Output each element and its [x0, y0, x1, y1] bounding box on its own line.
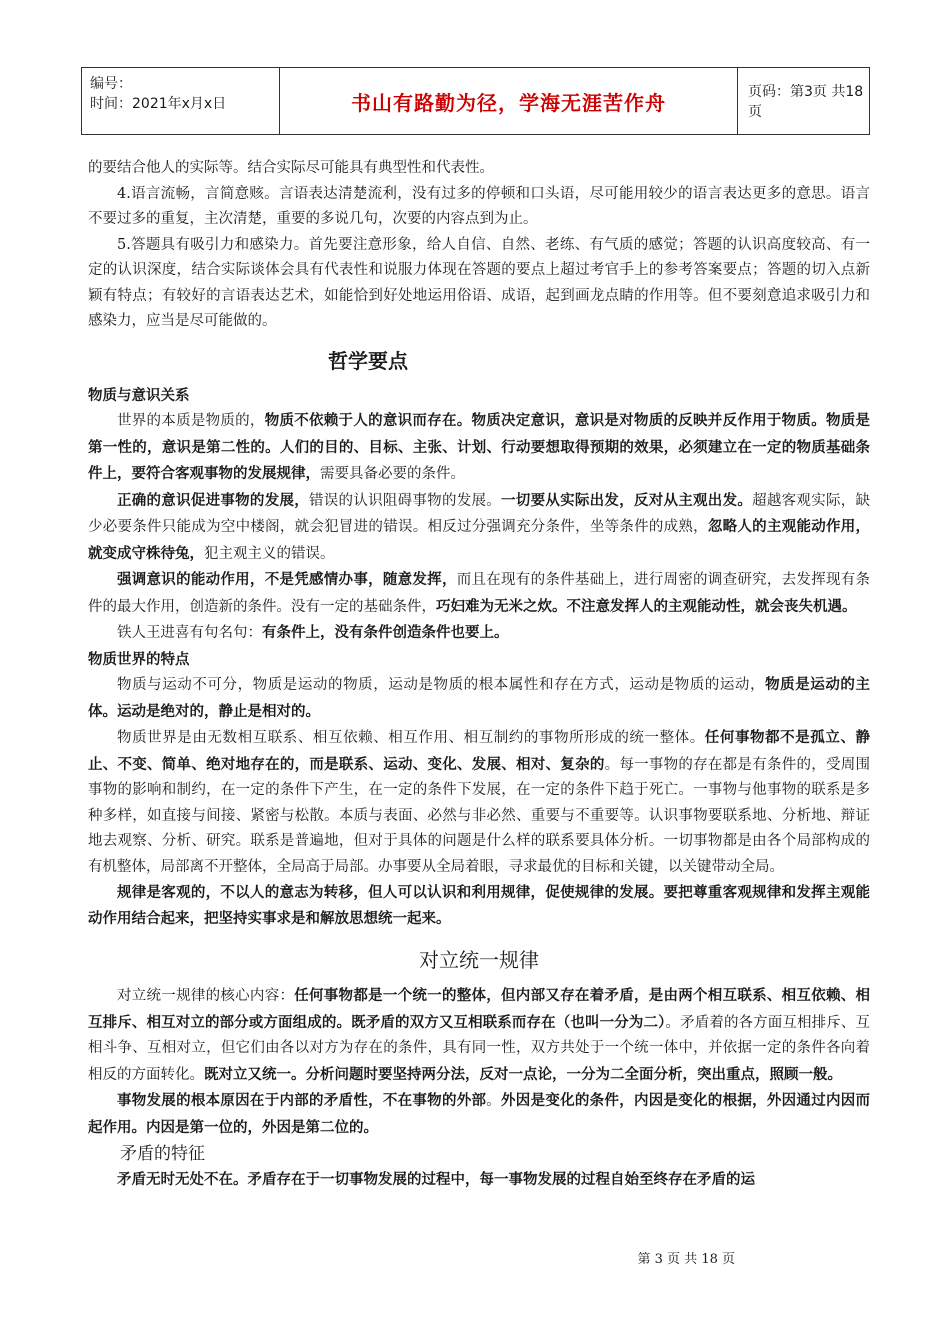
document-body [88, 156, 870, 1193]
section-heading-philosophy: 哲学要点 [328, 348, 408, 373]
bold-run: 强调意识的能动作用，不是凭感情办事，随意发挥， [117, 571, 457, 588]
paragraph: 的要结合他人的实际等。结合实际尽可能具有典型性和代表性。 [88, 160, 494, 176]
header-slogan: 书山有路勤为径，学海无涯苦作舟 [280, 68, 738, 134]
paragraph [88, 672, 870, 725]
paragraph [88, 408, 870, 488]
text-run: 。矛盾着的各方面互相排斥、互相斗争、互相对立，但它们由各以对方为存在的条件，具有同一性，双方共处于一个统一体中，并依据一定的条件各向着相反的方面转化。 [88, 1014, 871, 1083]
header-page-info: 页码：第3页 共18页 [748, 84, 864, 120]
section-heading-unity-of-opposites: 对立统一规律 [419, 948, 539, 972]
paragraph [88, 983, 870, 1088]
text-run: 。每一事物的存在都是有条件的，受周围事物的影响和制约，在一定的条件下产生，在一定的条件下发展，在一定的条件下趋于死亡。一事物与他事物的联系是多种多样，如直接与间接、紧密与松散。本质与表面、必然与非必然、重要与不重要等。认识事物要联系地、分析地、辩证地去观察、分析、研究。联系是普遍地，但对于具体的问题是什么样的联系要具体分析。一切事物都是由各个局部构成的有机整体，局部离不开整体，全局高于局部。办事要从全局着眼，寻求最优的目标和关键，以关键带动全局。 [88, 756, 871, 875]
paragraph: 矛盾无时无处不在。矛盾存在于一切事物发展的过程中，每一事物发展的过程自始至终存在矛盾的运 [117, 1171, 755, 1188]
text-run: 世界的本质是物质的， [117, 413, 265, 429]
bold-run: 有条件上，没有条件创造条件也要上。 [262, 624, 509, 641]
text-run: 错误的认识阻碍事物的发展。 [309, 492, 502, 509]
text-run: 。 [486, 1093, 502, 1109]
header-meta [82, 68, 280, 134]
bold-run: 正确的意识促进事物的发展， [117, 491, 310, 509]
bold-run: 任何事物都是一个统一的整体，但内部又存在着矛盾，是由两个相互联系、相互依赖、相互排斥、相互对立的部分或方面组成的。既矛盾的双方又互相联系而存在（也叫一分为二） [88, 987, 871, 1031]
serial-label: 编号： [90, 76, 132, 92]
bold-run: 外因是变化的条件，内因是变化的根据，外因通过内因而起作用。内因是第一位的，外因是第二位的。 [88, 1092, 871, 1136]
text-run: 需要具备必要的条件。 [320, 466, 465, 482]
bold-run: 物质是运动的主体。运动是绝对的，静止是相对的。 [88, 676, 871, 720]
time-label: 时间：2021年x月x日 [90, 96, 227, 112]
subheading-contradiction-features: 矛盾的特征 [120, 1144, 205, 1164]
paragraph [88, 725, 870, 880]
text-run: 对立统一规律的核心内容： [117, 988, 295, 1004]
text-run: 物质世界是由无数相互联系、相互依赖、相互作用、相互制约的事物所形成的统一整体。 [117, 730, 705, 746]
subheading-matter-consciousness: 物质与意识关系 [88, 386, 190, 404]
page-header [81, 67, 870, 135]
text-run: 物质与运动不可分，物质是运动的物质，运动是物质的根本属性和存在方式，运动是物质的运动， [117, 677, 766, 693]
bold-run: 巧妇难为无米之炊。不注意发挥人的主观能动性，就会丧失机遇。 [436, 597, 857, 615]
paragraph: 5.答题具有吸引力和感染力。首先要注意形象，给人自信、自然、老练、有气质的感觉；答题的认识高度较高、有一定的认识深度，结合实际谈体会具有代表性和说服力体现在答题的要点上超过考官手上的参考答案要点；答题的切入点新颖有特点；有较好的言语表达艺术，如能恰到好处地运用俗语、成语，起到画龙点睛的作用等。但不要刻意追求吸引力和感染力，应当是尽可能做的。 [88, 236, 870, 329]
paragraph: 规律是客观的，不以人的意志为转移，但人可以认识和利用规律，促使规律的发展。要把尊重客观规律和发挥主观能动作用结合起来，把坚持实事求是和解放思想统一起来。 [88, 884, 870, 927]
paragraph [88, 620, 870, 647]
paragraph: 4.语言流畅，言简意赅。言语表达清楚流利，没有过多的停顿和口头语，尽可能用较少的语言表达更多的意思。语言不要过多的重复，主次清楚，重要的多说几句，次要的内容点到为止。 [88, 185, 870, 227]
subheading-material-world: 物质世界的特点 [88, 650, 190, 668]
bold-run: 任何事物都不是孤立、静止、不变、简单、绝对地存在的，而是联系、运动、变化、发展、相对、复杂的 [88, 729, 871, 773]
bold-run: 一切要从实际出发，反对从主观出发。 [501, 491, 753, 509]
paragraph [88, 1088, 870, 1141]
paragraph [88, 488, 870, 568]
bold-run: 事物发展的根本原因在于内部的矛盾性，不在事物的外部 [117, 1092, 487, 1109]
text-run: 铁人王进喜有句名句： [117, 625, 262, 641]
text-run: 超越客观实际，缺少必要条件只能成为空中楼阁，就会犯冒进的错误。相反过分强调充分条件，坐等条件的成熟， [88, 492, 871, 535]
bold-run: 忽略人的主观能动作用，就变成守株待兔， [88, 518, 871, 562]
bold-run: 既对立又统一。分析问题时要坚持两分法，反对一点论，一分为二全面分析，突出重点，照顾一般。 [204, 1065, 842, 1083]
bold-run: 物质不依赖于人的意识而存在。物质决定意识，意识是对物质的反映并反作用于物质。物质是第一性的，意识是第二性的。人们的目的、目标、主张、计划、行动要想取得预期的效果，必须建立在一定的物质基础条件上，要符合客观事物的发展规律， [88, 412, 870, 482]
text-run: 而且在现有的条件基础上，进行周密的调查研究，去发挥现有条件的最大作用，创造新的条件。没有一定的基础条件， [88, 572, 871, 615]
paragraph [88, 567, 870, 620]
page-footer: 第 3 页 共 18 页 [637, 1252, 735, 1267]
text-run: 犯主观主义的错误。 [204, 545, 335, 562]
